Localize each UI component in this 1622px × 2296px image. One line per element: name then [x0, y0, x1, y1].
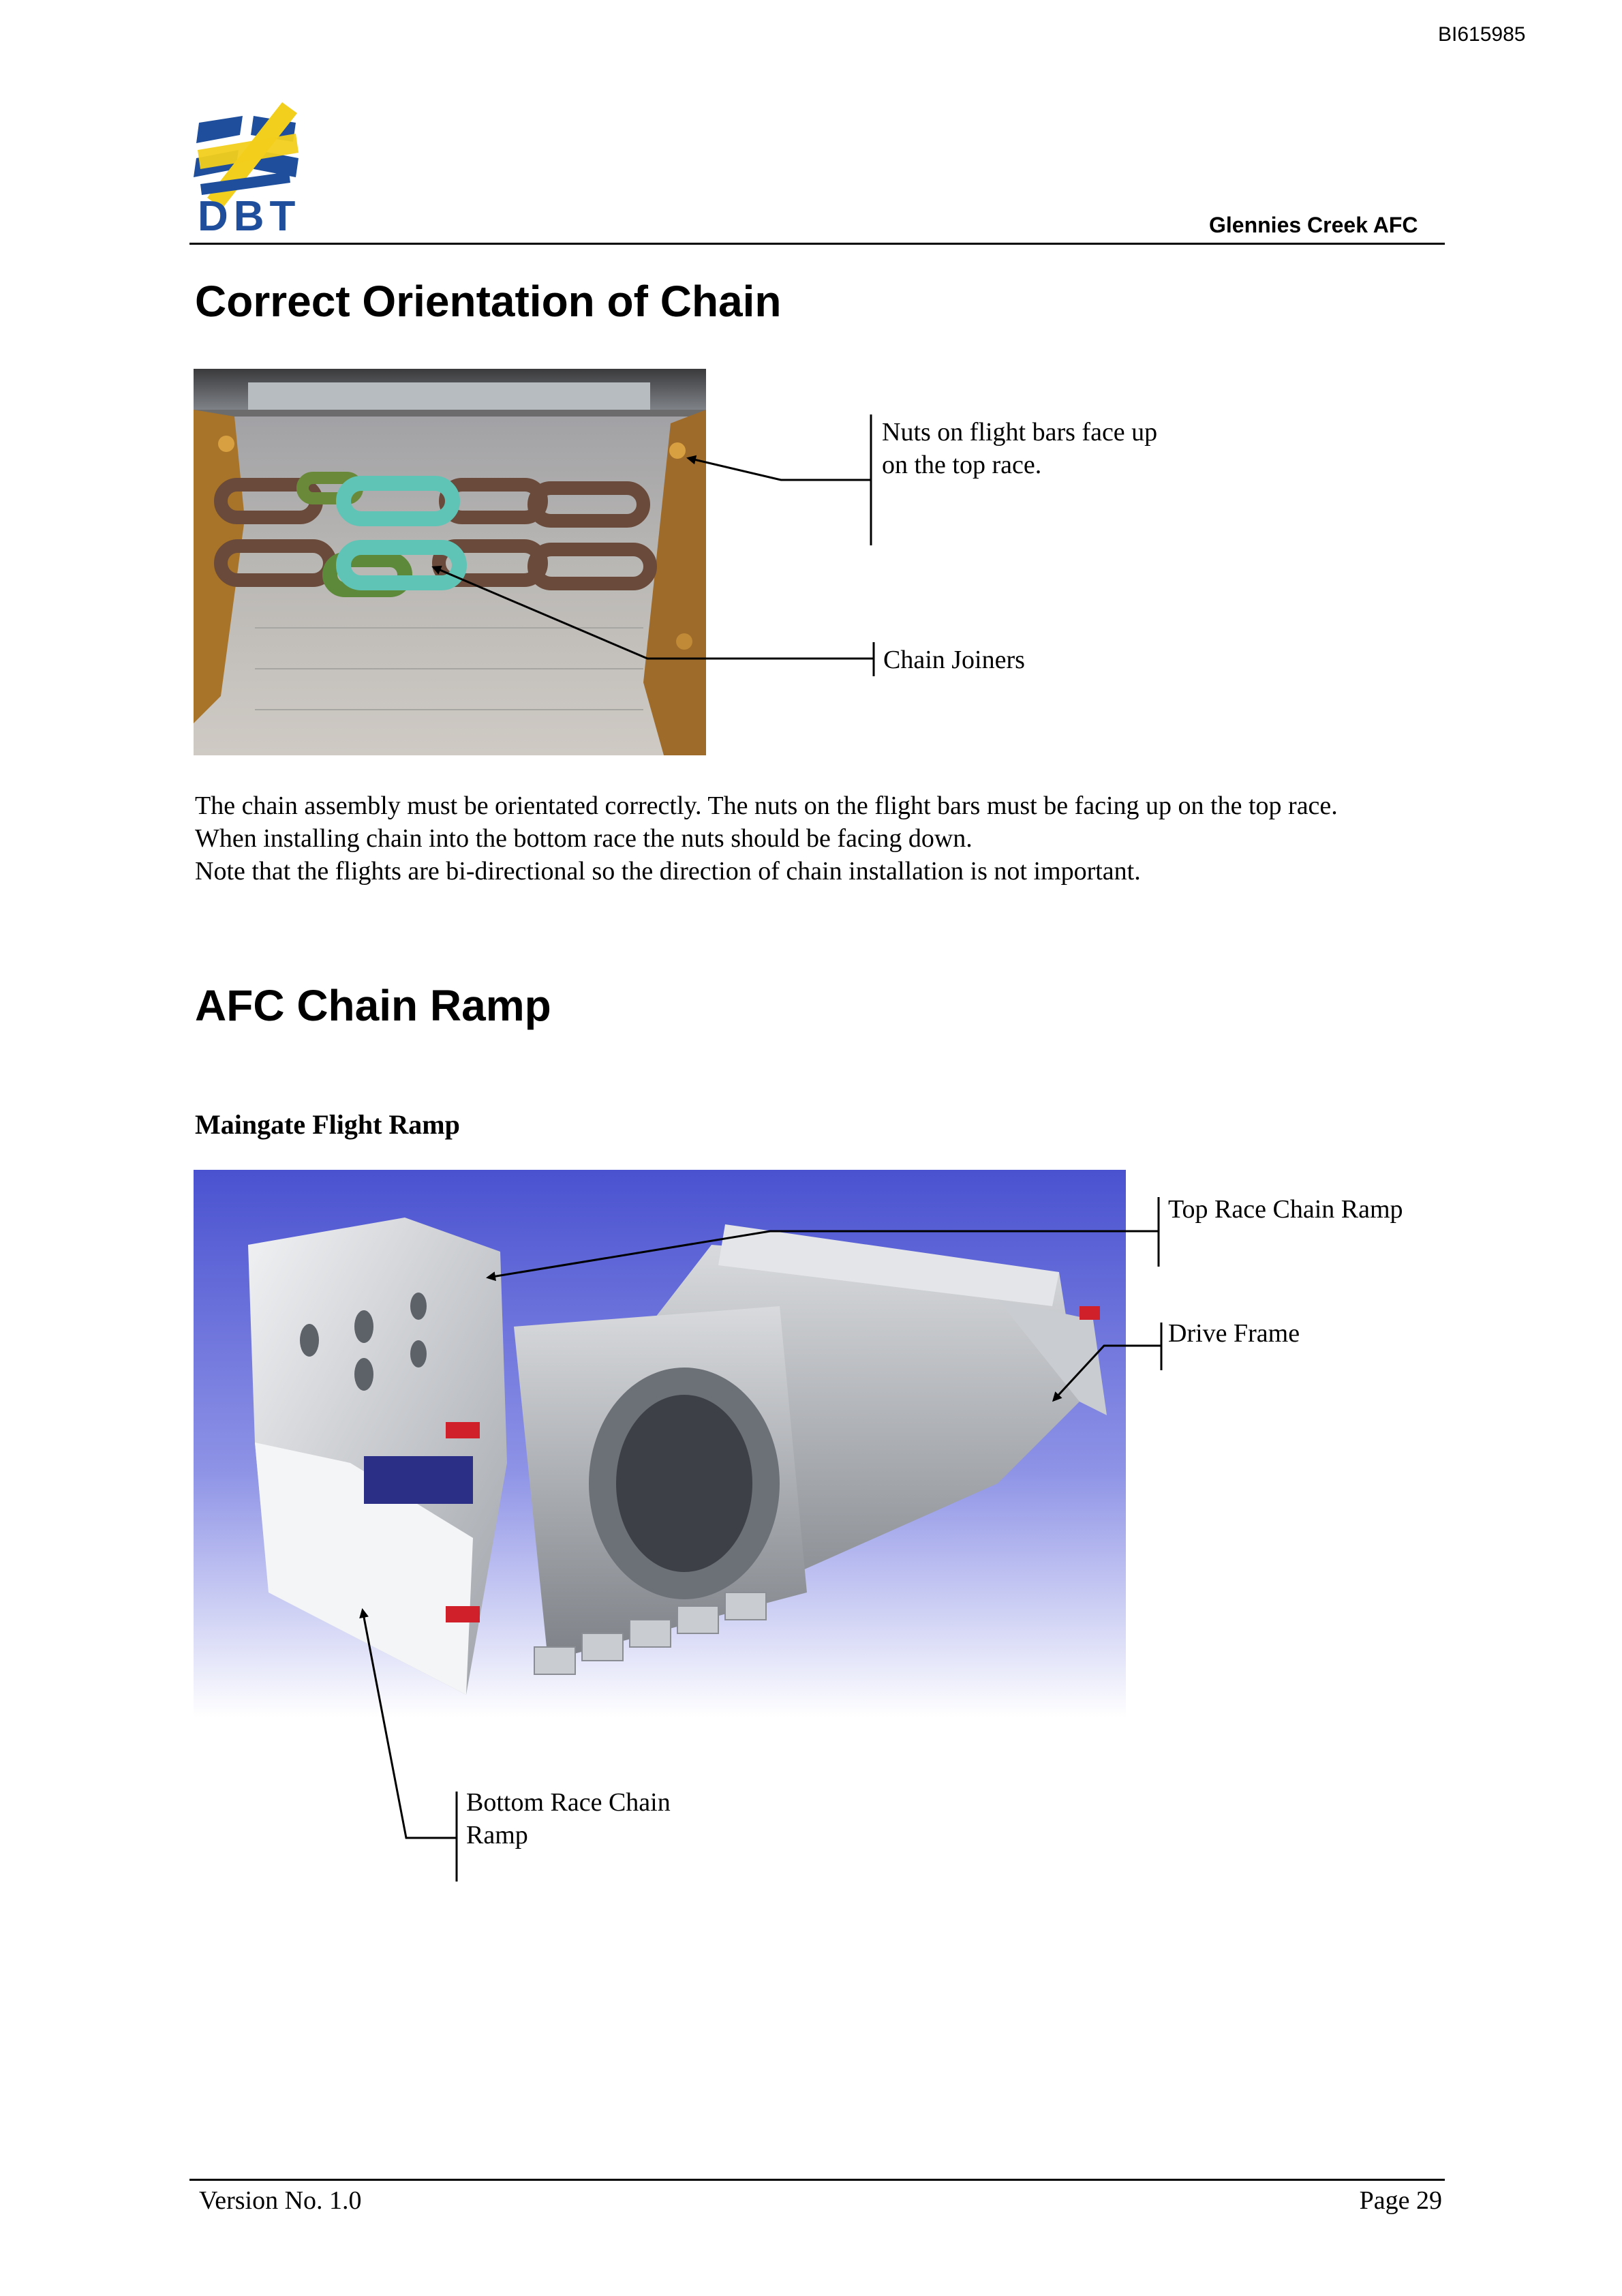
page-number: Page 29 — [1359, 2186, 1442, 2215]
callout-bottom-race-chain-ramp: Bottom Race Chain Ramp — [466, 1788, 671, 1849]
maingate-flight-ramp-heading: Maingate Flight Ramp — [195, 1109, 460, 1140]
callout-top-race-chain-ramp: Top Race Chain Ramp — [1168, 1195, 1403, 1224]
paragraph-line-1: The chain assembly must be orientated correctly. The nuts on the flight bars must be facing up on the top race. — [195, 791, 1338, 820]
header-divider — [189, 243, 1445, 245]
dbt-logo — [194, 95, 303, 239]
chain-orientation-photo — [194, 369, 706, 755]
callout-nuts-on-flight-bars: Nuts on flight bars face up on the top race. — [882, 418, 1158, 479]
maingate-flight-ramp-render — [194, 1170, 1126, 1717]
section-title-afc-chain-ramp: AFC Chain Ramp — [195, 981, 551, 1030]
paragraph-line-3: Note that the flights are bi-directional so the direction of chain installation is not important. — [195, 857, 1141, 886]
site-name: Glennies Creek AFC — [1209, 213, 1418, 237]
callout-drive-frame: Drive Frame — [1168, 1319, 1300, 1348]
paragraph-line-2: When installing chain into the bottom race the nuts should be facing down. — [195, 824, 973, 853]
footer-divider — [189, 2179, 1445, 2181]
section-title-chain-orientation: Correct Orientation of Chain — [195, 277, 782, 326]
document-id: BI615985 — [1438, 23, 1526, 46]
logo-text: DBT — [198, 193, 301, 240]
orientation-paragraph — [195, 789, 1449, 888]
callout-chain-joiners: Chain Joiners — [883, 646, 1025, 674]
version-number: Version No. 1.0 — [199, 2186, 362, 2215]
